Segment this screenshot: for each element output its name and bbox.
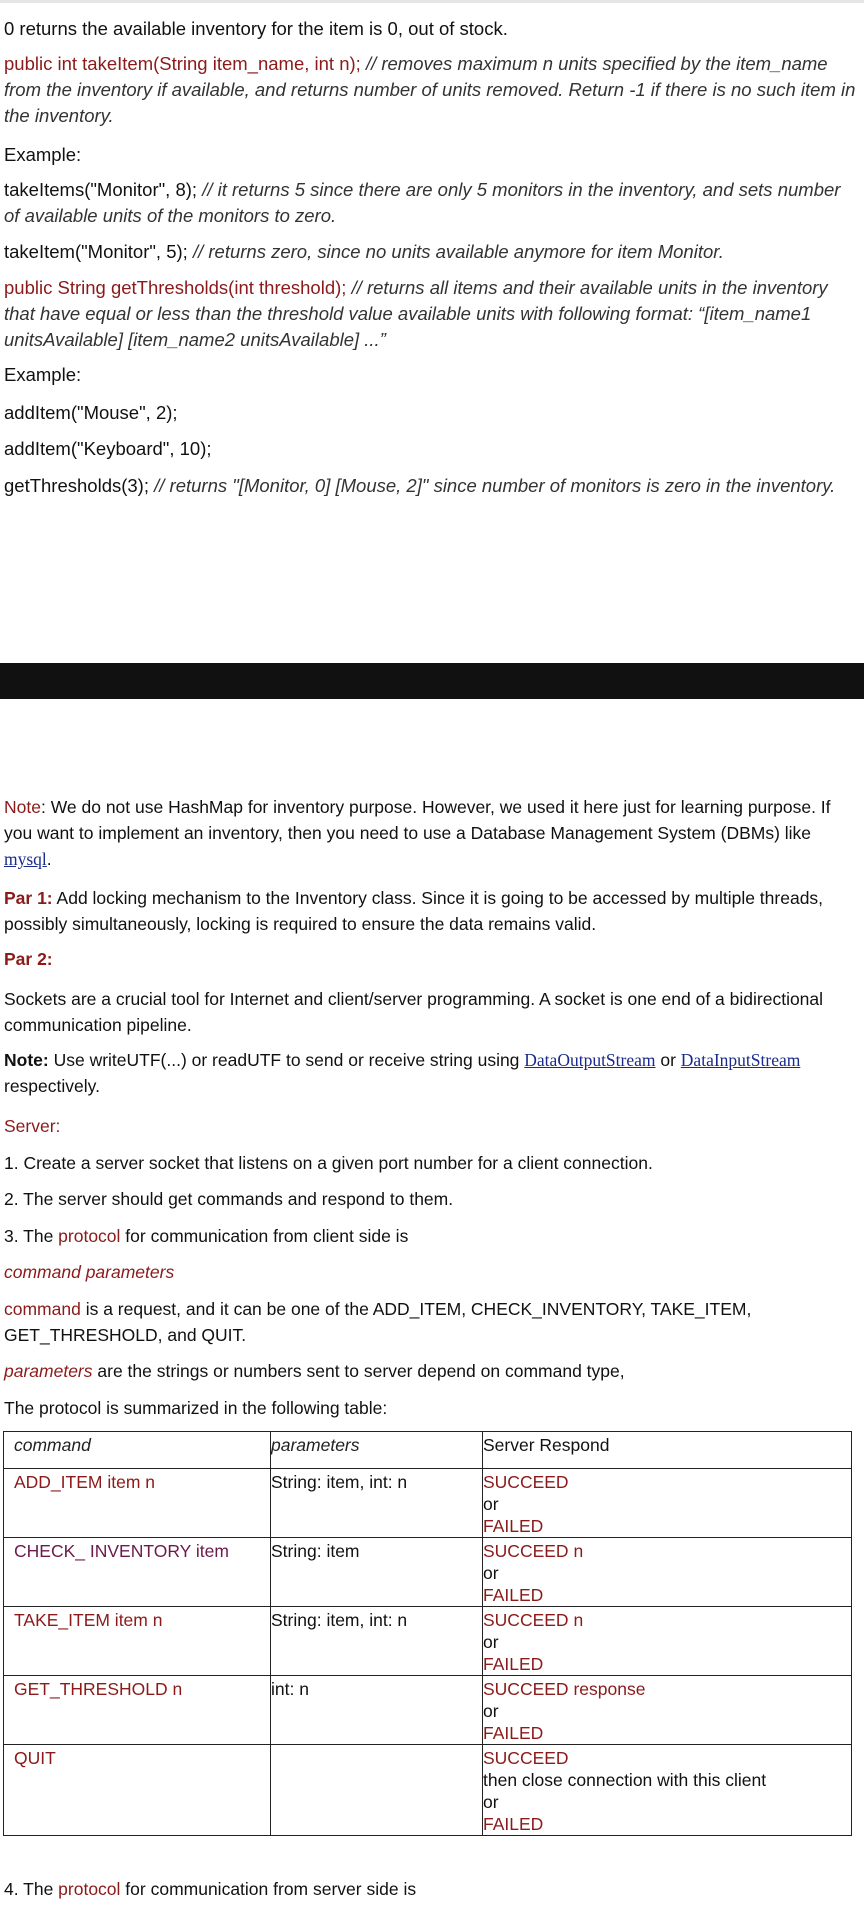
take-items-code: takeItems("Monitor", 8); xyxy=(4,179,198,200)
command-word: command xyxy=(4,1299,81,1319)
command-cell: GET_THRESHOLD n xyxy=(14,1679,183,1699)
example-label-2: Example: xyxy=(4,364,82,385)
respond-or: or xyxy=(483,1563,499,1583)
stream-note-text: Use writeUTF(...) or readUTF to send or receive string using xyxy=(48,1050,525,1070)
respond-extra: n xyxy=(568,1610,584,1630)
server-step-4 xyxy=(4,1876,860,1902)
get-thresholds-comment: // returns all items and their available units in the inventory that have equal or less than the threshold value available units with following format: “[item_name1 unitsAvailable] [item_name2 unitsAvailable] ...” xyxy=(4,277,828,350)
part-2-label xyxy=(4,946,860,972)
command-parameters-text: command parameters xyxy=(4,1262,175,1282)
take-items-example xyxy=(4,177,860,229)
command-cell: ADD_ITEM item n xyxy=(14,1472,155,1492)
respond-or: or xyxy=(483,1792,499,1812)
respond-extra: response xyxy=(568,1679,646,1699)
table-header-row xyxy=(4,1432,852,1469)
part-1-text: Add locking mechanism to the Inventory class. Since it is going to be accessed by multiple threads, possibly simultaneously, locking is required to ensure the data remains valid. xyxy=(4,888,824,934)
parameters-text: are the strings or numbers sent to server depend on command type, xyxy=(92,1361,625,1381)
take-item-example xyxy=(4,239,860,265)
respond-failed: FAILED xyxy=(483,1654,544,1674)
params-cell: String: item, int: n xyxy=(271,1610,408,1630)
get-thresholds-code: getThresholds(3); xyxy=(4,475,149,496)
get-thresholds-signature: public String getThresholds(int threshold); xyxy=(4,277,347,298)
sockets-intro: Sockets are a crucial tool for Internet and client/server programming. A socket is one end of a bidirectional communication pipeline. xyxy=(4,989,824,1035)
parameters-description xyxy=(4,1358,860,1384)
part-1-label: Par 1: xyxy=(4,888,53,908)
respond-or: or xyxy=(483,1632,499,1652)
hashmap-note xyxy=(4,794,860,872)
dataoutputstream-link[interactable]: DataOutputStream xyxy=(524,1050,656,1070)
respond-failed: FAILED xyxy=(483,1723,544,1743)
table-row xyxy=(4,1607,852,1676)
take-item-code: takeItem("Monitor", 5); xyxy=(4,241,188,262)
command-cell: CHECK_ INVENTORY item xyxy=(14,1541,229,1561)
take-item-description xyxy=(4,51,860,129)
note-label: Note xyxy=(4,797,41,817)
server-label: Server: xyxy=(4,1116,61,1136)
server-step-1: 1. Create a server socket that listens on a given port number for a client connection. xyxy=(4,1153,653,1173)
params-cell: String: item, int: n xyxy=(271,1472,408,1492)
stream-note xyxy=(4,1047,860,1099)
command-cell: TAKE_ITEM item n xyxy=(14,1610,163,1630)
get-thresholds-example-comment: // returns "[Monitor, 0] [Mouse, 2]" since number of monitors is zero in the inventory. xyxy=(154,475,836,496)
part-2-label-text: Par 2: xyxy=(4,949,53,969)
respond-extra: n xyxy=(568,1541,584,1561)
top-edge xyxy=(0,0,864,3)
step-3-suffix: for communication from client side is xyxy=(120,1226,409,1246)
header-command: command xyxy=(14,1435,91,1455)
table-row xyxy=(4,1469,852,1538)
respond-succeed: SUCCEED xyxy=(483,1748,569,1768)
respond-succeed: SUCCEED xyxy=(483,1679,569,1699)
protocol-table xyxy=(3,1431,852,1836)
server-step-3 xyxy=(4,1223,860,1249)
stream-note-end: respectively. xyxy=(4,1076,100,1096)
take-item-example-comment: // returns zero, since no units available anymore for item Monitor. xyxy=(192,241,724,262)
get-thresholds-example xyxy=(4,473,860,499)
command-parameters-format xyxy=(4,1259,860,1285)
params-cell: int: n xyxy=(271,1679,309,1699)
step-4-suffix: for communication from server side is xyxy=(120,1879,417,1899)
respond-failed: FAILED xyxy=(483,1814,544,1834)
datainputstream-link[interactable]: DataInputStream xyxy=(680,1050,801,1070)
section-divider-bar xyxy=(0,663,864,699)
stream-note-or: or xyxy=(655,1050,681,1070)
get-thresholds-description xyxy=(4,275,860,353)
stock-line: 0 returns the available inventory for the item is 0, out of stock. xyxy=(4,18,508,39)
respond-succeed: SUCCEED xyxy=(483,1541,569,1561)
take-item-signature: public int takeItem(String item_name, int n); xyxy=(4,53,361,74)
table-row xyxy=(4,1745,852,1836)
respond-succeed: SUCCEED xyxy=(483,1472,569,1492)
respond-failed: FAILED xyxy=(483,1516,544,1536)
mysql-link[interactable]: mysql xyxy=(4,849,47,869)
table-row xyxy=(4,1676,852,1745)
take-item-comment: // removes maximum n units specified by the item_name from the inventory if available, and returns number of units removed. Return -1 if there is no such item in the inventory. xyxy=(4,53,856,126)
command-text: is a request, and it can be one of the ADD_ITEM, CHECK_INVENTORY, TAKE_ITEM, GET_THRESHOLD, and QUIT. xyxy=(4,1299,752,1345)
respond-succeed: SUCCEED xyxy=(483,1610,569,1630)
step-3-protocol: protocol xyxy=(58,1226,121,1246)
add-mouse-line: addItem("Mouse", 2); xyxy=(4,402,178,423)
part-1 xyxy=(4,885,860,937)
command-description xyxy=(4,1296,860,1348)
params-cell: String: item xyxy=(271,1541,360,1561)
respond-failed: FAILED xyxy=(483,1585,544,1605)
add-keyboard-line: addItem("Keyboard", 10); xyxy=(4,438,212,459)
stream-note-label: Note: xyxy=(4,1050,49,1070)
respond-close-connection: then close connection with this client xyxy=(483,1770,767,1790)
server-step-2: 2. The server should get commands and respond to them. xyxy=(4,1189,454,1209)
take-items-comment: // it returns 5 since there are only 5 monitors in the inventory, and sets number of available units of the monitors to zero. xyxy=(4,179,841,226)
table-row xyxy=(4,1538,852,1607)
note-text: : We do not use HashMap for inventory purpose. However, we used it here just for learning purpose. If you want to implement an inventory, then you need to use a Database Management System (DBMs) like xyxy=(4,797,831,843)
example-label-1: Example: xyxy=(4,144,82,165)
command-cell: QUIT xyxy=(14,1748,56,1768)
respond-or: or xyxy=(483,1701,499,1721)
step-4-protocol: protocol xyxy=(58,1879,121,1899)
header-server-respond: Server Respond xyxy=(483,1435,610,1455)
parameters-word: parameters xyxy=(4,1361,93,1381)
table-summary: The protocol is summarized in the following table: xyxy=(4,1398,388,1418)
step-3-prefix: 3. The xyxy=(4,1226,59,1246)
respond-or: or xyxy=(483,1494,499,1514)
step-4-prefix: 4. The xyxy=(4,1879,59,1899)
header-parameters: parameters xyxy=(271,1435,360,1455)
note-end: . xyxy=(46,849,52,869)
